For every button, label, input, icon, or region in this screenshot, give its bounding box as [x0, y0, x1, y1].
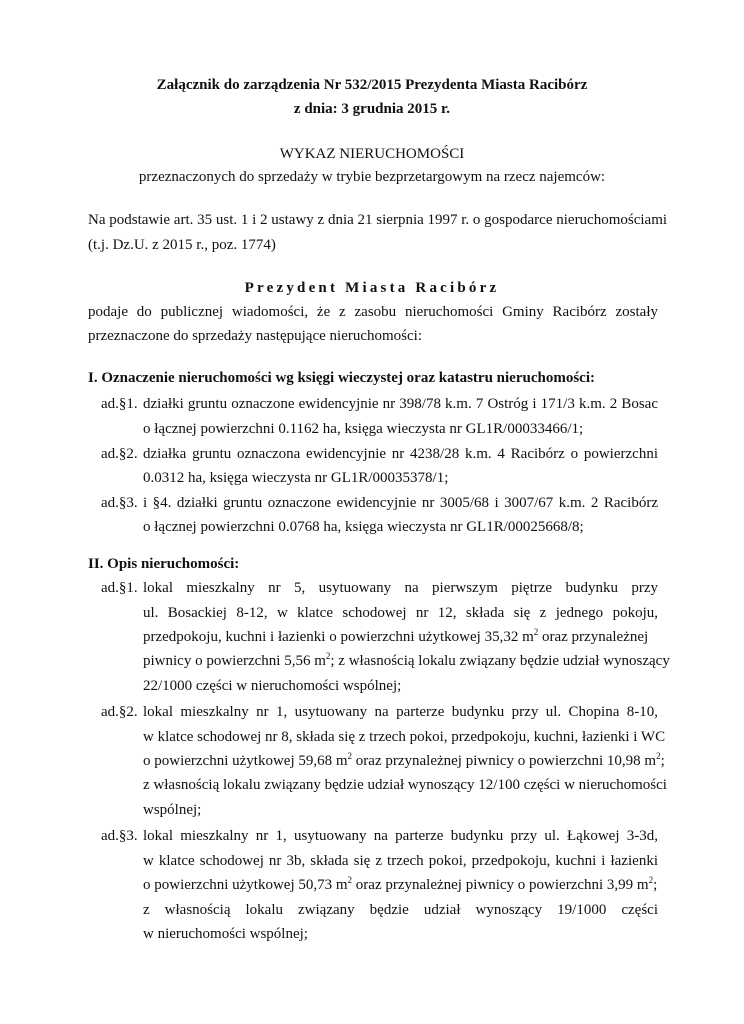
item-line: lokal mieszkalny nr 5, usytuowany na pierwszym piętrze budynku przy [143, 580, 658, 596]
item-line: lokal mieszkalny nr 1, usytuowany na parterze budynku przy ul. Łąkowej 3-3d, [143, 828, 658, 844]
item-label: ad.§3. [101, 495, 138, 511]
item-line: w nieruchomości wspólnej; [143, 926, 308, 942]
legal-basis-line-2: (t.j. Dz.U. z 2015 r., poz. 1774) [88, 237, 276, 253]
legal-basis-line-1: Na podstawie art. 35 ust. 1 i 2 ustawy z dnia 21 sierpnia 1997 r. o gospodarce nieruchomościami [88, 212, 668, 228]
president-line-1: podaje do publicznej wiadomości, że z zasobu nieruchomości Gminy Racibórz zostały [88, 304, 658, 320]
item-line: 22/1000 części w nieruchomości wspólnej; [143, 678, 402, 694]
item-line: w klatce schodowej nr 3b, składa się z trzech pokoi, przedpokoju, kuchni i łazienki [143, 853, 658, 869]
item-label: ad.§1. [101, 580, 138, 596]
item-line: w klatce schodowej nr 8, składa się z trzech pokoi, przedpokoju, kuchni, łazienki i WC [143, 729, 666, 745]
item-label: ad.§1. [101, 396, 138, 412]
document-subtitle: przeznaczonych do sprzedaży w trybie bezprzetargowym na rzecz najemców: [138, 169, 606, 185]
item-line: z własnością lokalu związany będzie udział wynoszący 12/100 części w nieruchomości [143, 777, 667, 793]
president-heading: Prezydent Miasta Racibórz [244, 280, 500, 296]
item-label: ad.§2. [101, 446, 138, 462]
item-line: o powierzchni użytkowej 59,68 $m^2$ oraz przynależnej piwnicy o powierzchni 10,98 $m^2$; [143, 751, 665, 769]
header-line-2: z dnia: 3 grudnia 2015 r. [293, 101, 451, 117]
section-1-heading: I. Oznaczenie nieruchomości wg księgi wieczystej oraz katastru nieruchomości: [88, 370, 595, 386]
item-line: o łącznej powierzchni 0.1162 ha, księga wieczysta nr GL1R/00033466/1; [143, 421, 584, 437]
item-line: ul. Bosackiej 8-12, w klatce schodowej nr 12, składa się z jednego pokoju, [143, 605, 658, 621]
item-line: lokal mieszkalny nr 1, usytuowany na parterze budynku przy ul. Chopina 8-10, [143, 704, 658, 720]
item-line: 0.0312 ha, księga wieczysta nr GL1R/00035378/1; [143, 470, 449, 486]
item-label: ad.§3. [101, 828, 138, 844]
item-label: ad.§2. [101, 704, 138, 720]
item-line: działki gruntu oznaczone ewidencyjnie nr 398/78 k.m. 7 Ostróg i 171/3 k.m. 2 Bosac [143, 396, 658, 412]
item-line: i §4. działki gruntu oznaczone ewidencyjnie nr 3005/68 i 3007/67 k.m. 2 Racibórz [143, 495, 658, 511]
item-line: piwnicy o powierzchni 5,56 $m^2$; z własnością lokalu związany będzie udział wynoszący [143, 651, 670, 669]
header-line-1: Załącznik do zarządzenia Nr 532/2015 Prezydenta Miasta Racibórz [156, 77, 588, 93]
item-line: o łącznej powierzchni 0.0768 ha, księga wieczysta nr GL1R/00025668/8; [143, 519, 584, 535]
item-line: działka gruntu oznaczona ewidencyjnie nr 4238/28 k.m. 4 Racibórz o powierzchni [143, 446, 658, 462]
president-line-2: przeznaczone do sprzedaży następujące nieruchomości: [88, 328, 422, 344]
item-line: z własnością lokalu związany będzie udział wynoszący 19/1000 części [143, 902, 658, 918]
document-title: WYKAZ NIERUCHOMOŚCI [279, 146, 465, 162]
item-line: przedpokoju, kuchni i łazienki o powierzchni użytkowej 35,32 $m^2$ oraz przynależnej [143, 627, 649, 645]
item-line: wspólnej; [143, 802, 202, 818]
section-2-heading: II. Opis nieruchomości: [88, 556, 240, 572]
item-line: o powierzchni użytkowej 50,73 $m^2$ oraz przynależnej piwnicy o powierzchni 3,99 $m^2$; [143, 875, 658, 893]
